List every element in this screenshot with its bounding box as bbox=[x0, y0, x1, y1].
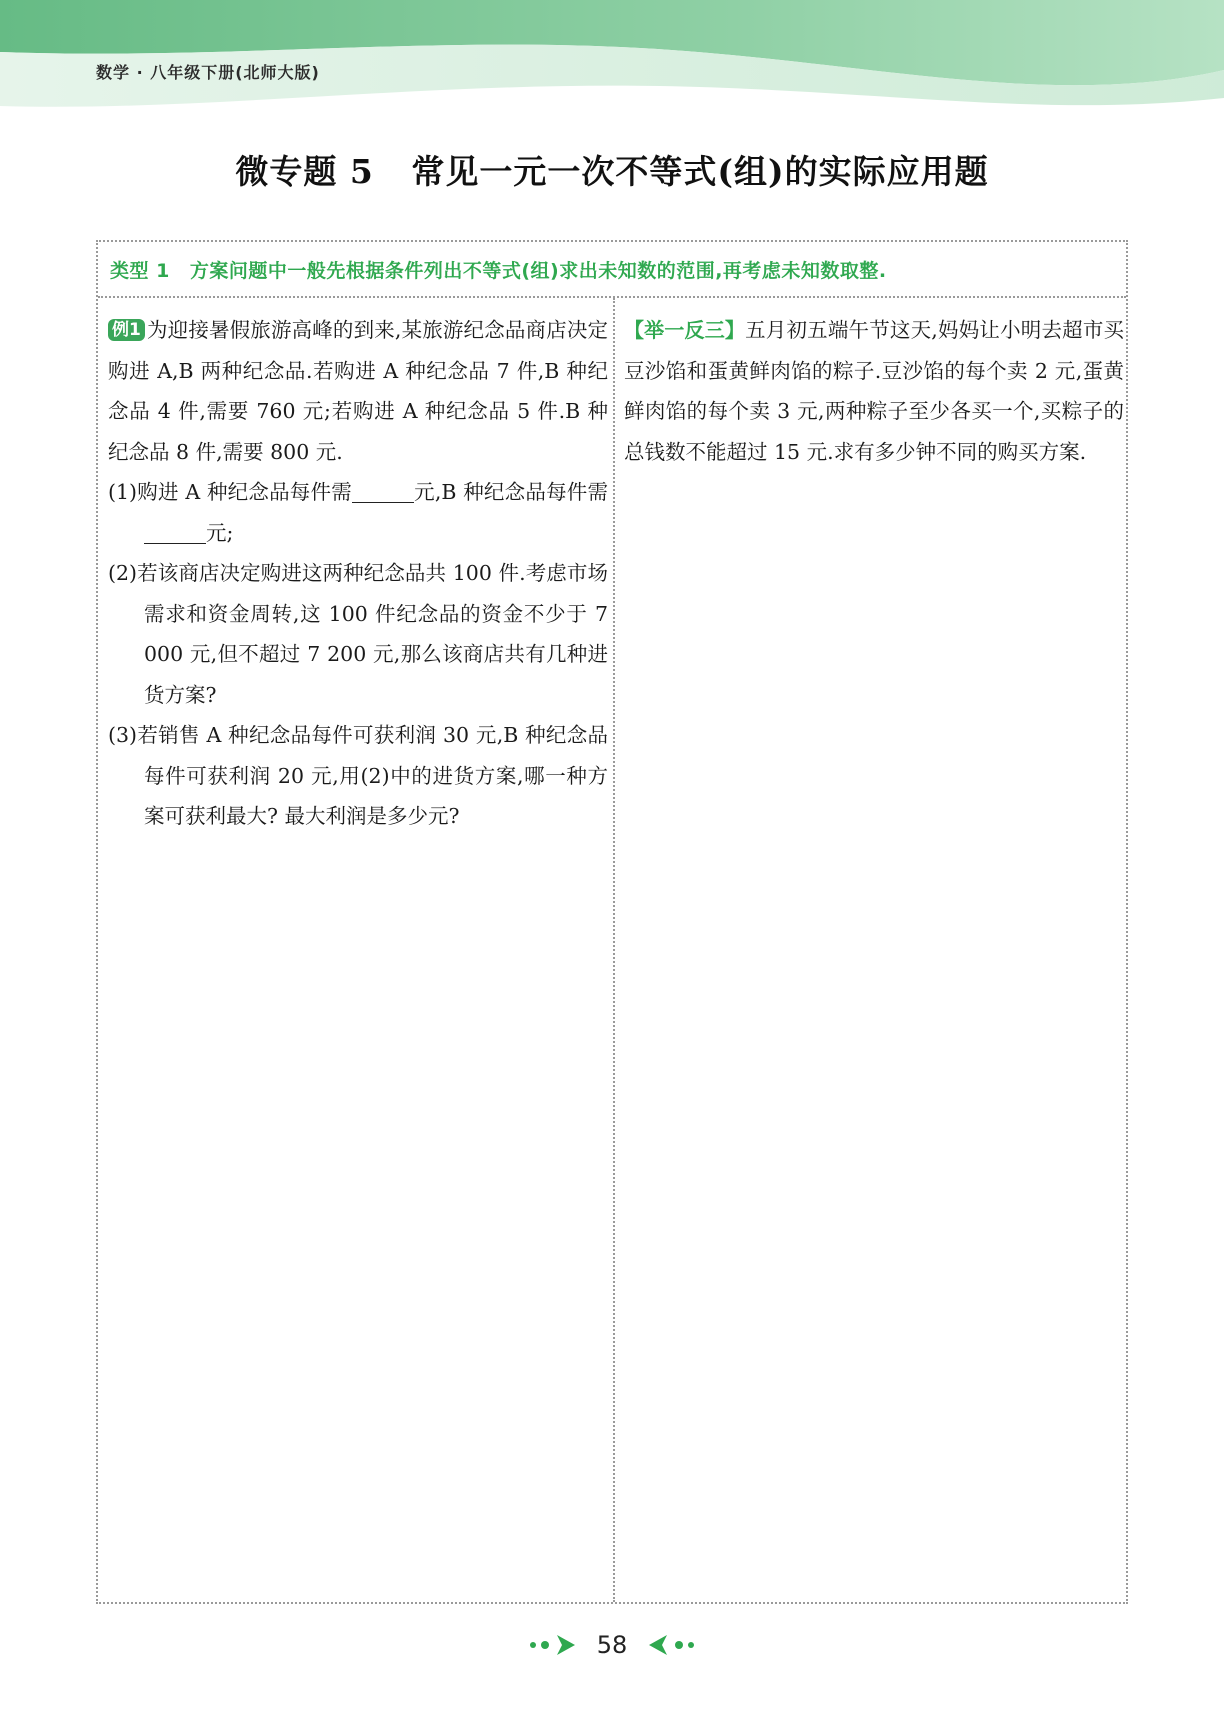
example-1-question-2: (2)若该商店决定购进这两种纪念品共 100 件.考虑市场需求和资金周转,这 100 件纪念品的资金不少于 7 000 元,但不超过 7 200 元,那么该商店共有几种进货方案? bbox=[108, 561, 608, 707]
q1-text-c: 元; bbox=[206, 520, 234, 545]
running-head: 数学 · 八年级下册(北师大版) bbox=[96, 63, 320, 82]
content-frame bbox=[96, 240, 1128, 1604]
page-title: 微专题 5 常见一元一次不等式(组)的实际应用题 bbox=[235, 152, 989, 191]
example-1-column bbox=[108, 310, 608, 837]
example-1-tag: 例1 bbox=[108, 319, 145, 341]
column-divider bbox=[613, 298, 615, 1602]
practice-column bbox=[624, 310, 1124, 472]
q1-text-b: 元,B 种纪念品每件需 bbox=[413, 480, 609, 504]
type-1-label: 类型 1 bbox=[110, 260, 170, 282]
q1-text-a: (1)购进 A 种纪念品每件需 bbox=[108, 480, 352, 504]
left-arrow-ornament-icon bbox=[527, 1633, 583, 1657]
practice-text: 五月初五端午节这天,妈妈让小明去超市买豆沙馅和蛋黄鲜肉馅的粽子.豆沙馅的每个卖 2 元,蛋黄鲜肉馅的每个卖 3 元,两种粽子至少各买一个,买粽子的总钱数不能超过 15 元.求有多少钟不同的购买方案. bbox=[624, 318, 1125, 464]
answer-blank-a[interactable] bbox=[352, 478, 414, 503]
practice-tag: 【举一反三】 bbox=[624, 318, 746, 342]
example-1-question-1 bbox=[108, 472, 608, 553]
example-1-stem: 为迎接暑假旅游高峰的到来,某旅游纪念品商店决定购进 A,B 两种纪念品.若购进 A 种纪念品 7 件,B 种纪念品 4 件,需要 760 元;若购进 A 种纪念品 5 件.B 种纪念品 8 件,需要 800 元. bbox=[108, 318, 608, 464]
right-arrow-ornament-icon bbox=[641, 1633, 697, 1657]
page-footer bbox=[0, 1625, 1224, 1665]
type-1-banner bbox=[98, 242, 1126, 298]
practice-paragraph bbox=[624, 310, 1124, 472]
answer-blank-b[interactable] bbox=[144, 519, 206, 544]
type-1-text: 方案问题中一般先根据条件列出不等式(组)求出未知数的范围,再考虑未知数取整. bbox=[189, 260, 887, 282]
example-1-stem-paragraph bbox=[108, 310, 608, 472]
example-1-question-3: (3)若销售 A 种纪念品每件可获利润 30 元,B 种纪念品每件可获利润 20 元,用(2)中的进货方案,哪一种方案可获利最大? 最大利润是多少元? bbox=[108, 723, 608, 828]
page-number: 58 bbox=[596, 1631, 628, 1659]
